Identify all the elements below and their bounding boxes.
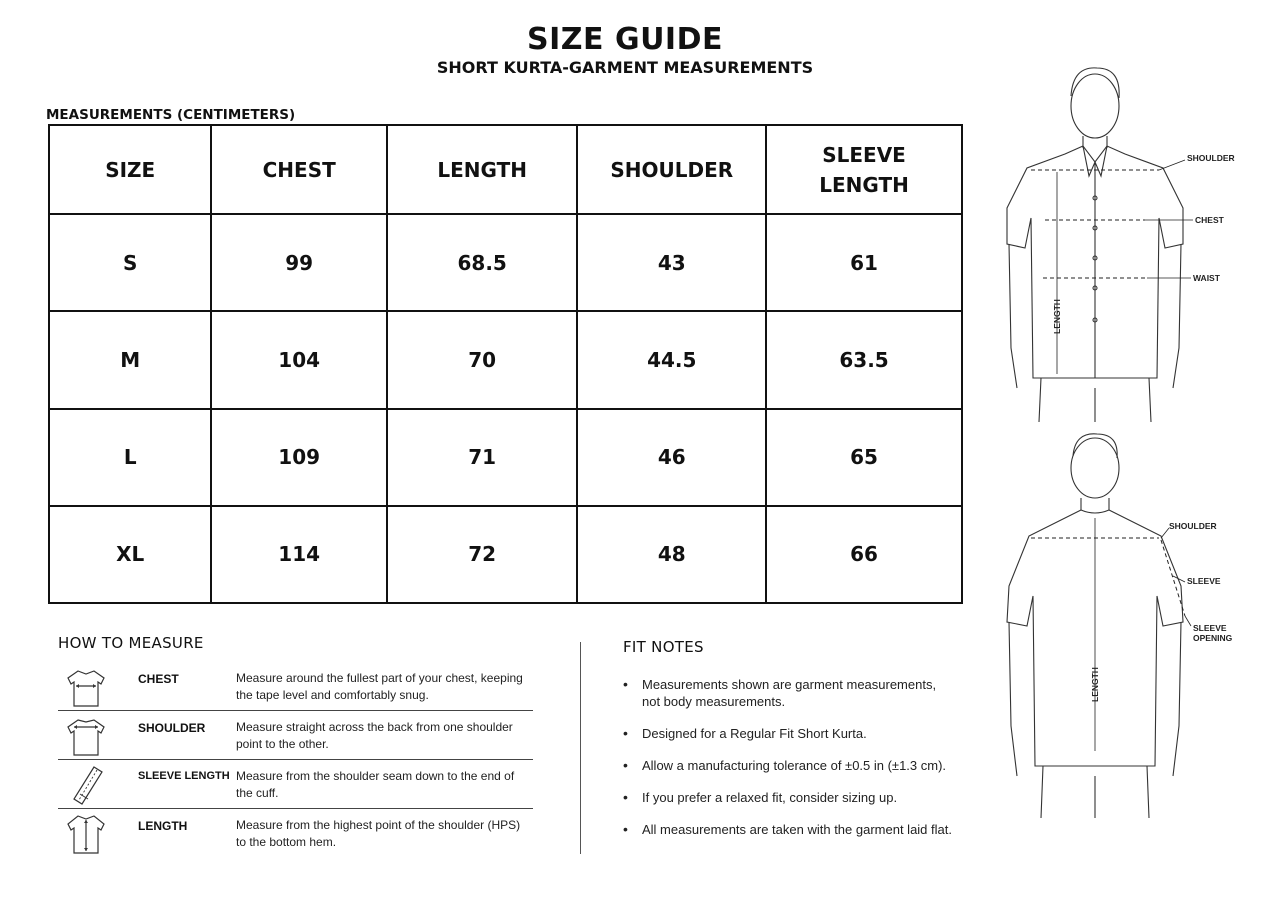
table-row (49, 506, 962, 603)
table-cell: 65 (766, 409, 962, 506)
table-header-row (49, 125, 962, 214)
table-cell: 104 (211, 311, 386, 408)
list-item: • Designed for a Regular Fit Short Kurta. (623, 725, 983, 742)
page-title: SIZE GUIDE (526, 22, 723, 57)
list-item (58, 662, 533, 711)
list-item: • If you prefer a relaxed fit, consider sizing up. (623, 789, 983, 806)
shirt-shoulder-icon (64, 715, 108, 757)
back-length-label: LENGTH (1090, 667, 1100, 702)
table-cell: 109 (211, 409, 386, 506)
column-header-size: SIZE (49, 125, 211, 214)
column-header-length: LENGTH (387, 125, 578, 214)
section-divider (580, 642, 581, 854)
table-cell: XL (49, 506, 211, 603)
measure-description-chest: Measure around the fullest part of your chest, keeping the tape level and comfortably snug. (236, 671, 523, 702)
table-cell: 68.5 (387, 214, 578, 311)
table-row (49, 409, 962, 506)
column-header-chest: CHEST (211, 125, 386, 214)
shirt-chest-icon (64, 666, 108, 708)
table-caption: MEASUREMENTS (CENTIMETERS) (46, 107, 296, 123)
measure-description-length: Measure from the highest point of the shoulder (HPS) to the bottom hem. (236, 818, 521, 849)
fit-notes-list (623, 676, 983, 838)
table-cell: L (49, 409, 211, 506)
fit-notes-section (623, 638, 983, 853)
measure-label-shoulder: SHOULDER (138, 721, 206, 735)
fit-notes-heading: FIT NOTES (623, 638, 704, 656)
front-figure-svg (985, 58, 1235, 422)
back-figure-illustration (985, 426, 1235, 818)
shirt-length-icon (64, 813, 108, 855)
measure-description-shoulder: Measure straight across the back from one shoulder point to the other. (236, 720, 513, 751)
how-to-measure-section (58, 634, 533, 858)
table-cell: 46 (577, 409, 766, 506)
list-item (58, 711, 533, 760)
list-item: • Allow a manufacturing tolerance of ±0.5 in (±1.3 cm). (623, 757, 983, 774)
table-cell: 71 (387, 409, 578, 506)
back-figure-svg (985, 426, 1235, 818)
table-cell: 48 (577, 506, 766, 603)
list-item (58, 809, 533, 858)
column-header-sleeve-length: SLEEVE LENGTH (766, 125, 962, 214)
back-sleeve-opening-label-1: SLEEVE (1193, 623, 1227, 633)
sleeve-icon (64, 764, 108, 806)
front-shoulder-label: SHOULDER (1187, 153, 1235, 163)
table-cell: 63.5 (766, 311, 962, 408)
measure-description-sleeve-length: Measure from the shoulder seam down to the end of the cuff. (236, 769, 515, 800)
page-subtitle: SHORT KURTA-GARMENT MEASUREMENTS (436, 58, 814, 77)
table-cell: 66 (766, 506, 962, 603)
front-chest-label: CHEST (1195, 215, 1224, 225)
list-item (58, 760, 533, 809)
table-cell: M (49, 311, 211, 408)
measure-label-sleeve-length: SLEEVE LENGTH (138, 770, 230, 782)
back-sleeve-opening-label-2: OPENING (1193, 633, 1233, 643)
back-sleeve-label: SLEEVE (1187, 576, 1221, 586)
table-cell: 99 (211, 214, 386, 311)
table-cell: 70 (387, 311, 578, 408)
table-cell: 114 (211, 506, 386, 603)
list-item: • Measurements shown are garment measurements, not body measurements. (623, 676, 943, 710)
front-figure-illustration (985, 58, 1235, 422)
table-row (49, 214, 962, 311)
size-table (48, 124, 963, 604)
list-item: • All measurements are taken with the garment laid flat. (623, 821, 983, 838)
measure-label-chest: CHEST (138, 672, 179, 686)
table-cell: 61 (766, 214, 962, 311)
how-to-measure-heading: HOW TO MEASURE (58, 634, 204, 652)
table-cell: 44.5 (577, 311, 766, 408)
table-cell: S (49, 214, 211, 311)
front-waist-label: WAIST (1193, 273, 1220, 283)
table-row (49, 311, 962, 408)
measure-label-length: LENGTH (138, 819, 188, 833)
table-cell: 43 (577, 214, 766, 311)
front-length-label: LENGTH (1052, 299, 1062, 334)
table-cell: 72 (387, 506, 578, 603)
back-shoulder-label: SHOULDER (1169, 521, 1217, 531)
column-header-shoulder: SHOULDER (577, 125, 766, 214)
